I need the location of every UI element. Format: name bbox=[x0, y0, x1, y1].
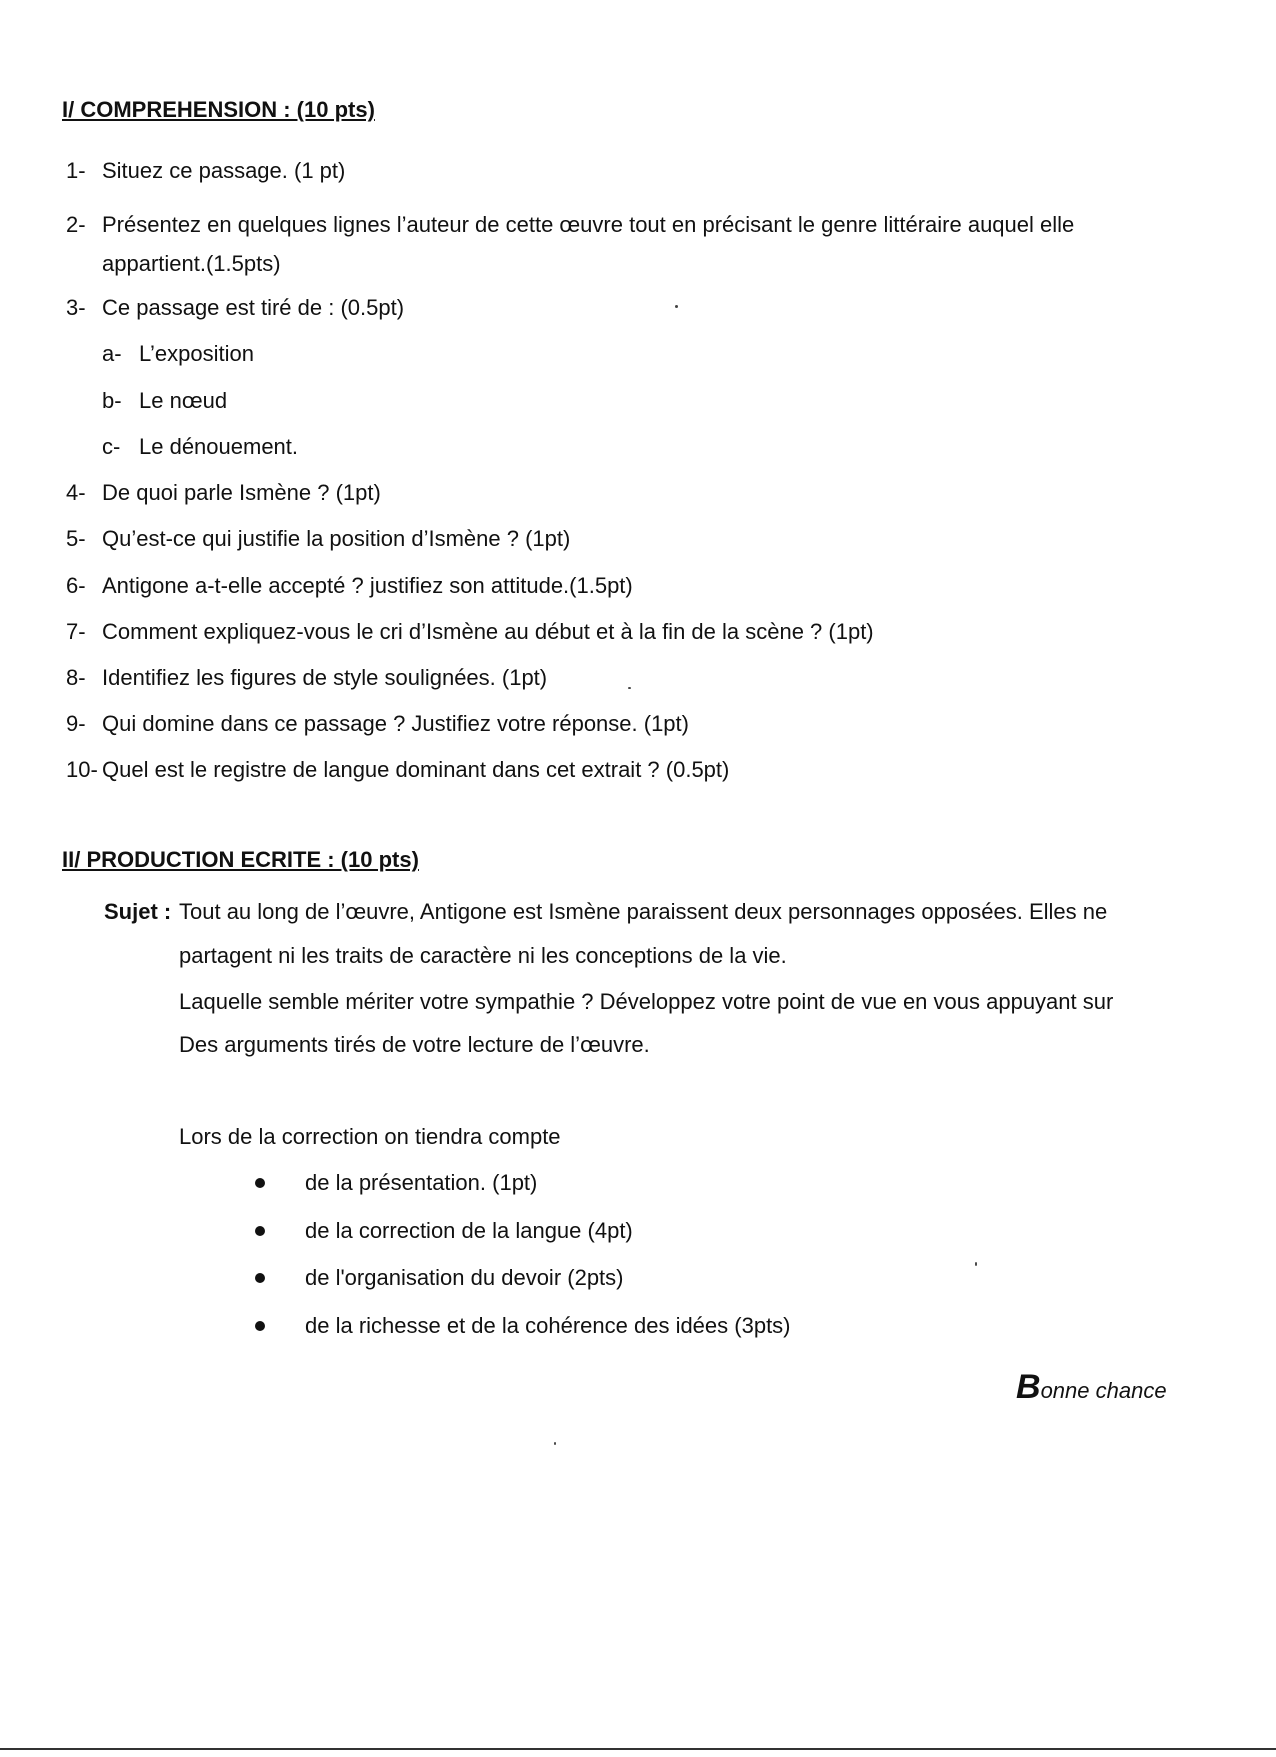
question-text: Présentez en quelques lignes l’auteur de cette œuvre tout en précisant le genre littéraire auquel elle bbox=[102, 212, 1075, 237]
section1-heading: I/ COMPREHENSION : (10 pts) bbox=[62, 97, 375, 122]
question-text: Antigone a-t-elle accepté ? justifiez son attitude.(1.5pt) bbox=[102, 573, 633, 598]
bullet bbox=[255, 1178, 265, 1188]
option-letter: b- bbox=[102, 388, 122, 413]
option-letter: a- bbox=[102, 341, 122, 366]
bullet bbox=[255, 1321, 265, 1331]
question-text-continuation: appartient.(1.5pts) bbox=[102, 251, 281, 276]
scan-speck bbox=[628, 687, 631, 689]
question-text: Comment expliquez-vous le cri d’Ismène au début et à la fin de la scène ? (1pt) bbox=[102, 619, 874, 644]
option-text: L’exposition bbox=[139, 341, 254, 366]
criteria-item: de la richesse et de la cohérence des idées (3pts) bbox=[305, 1313, 791, 1338]
section2-heading: II/ PRODUCTION ECRITE : (10 pts) bbox=[62, 847, 419, 872]
subject-line: Tout au long de l’œuvre, Antigone est Ismène paraissent deux personnages opposées. Elles ne bbox=[179, 899, 1108, 924]
criteria-item: de la présentation. (1pt) bbox=[305, 1170, 538, 1195]
question-number: 6- bbox=[66, 573, 86, 598]
subject-label: Sujet : bbox=[104, 899, 172, 924]
question-text: Identifiez les figures de style soulignées. (1pt) bbox=[102, 665, 548, 690]
question-text: Quel est le registre de langue dominant dans cet extrait ? (0.5pt) bbox=[102, 757, 730, 782]
scan-speck bbox=[975, 1262, 977, 1266]
criteria-intro: Lors de la correction on tiendra compte bbox=[179, 1124, 561, 1149]
subject-line: Des arguments tirés de votre lecture de l’œuvre. bbox=[179, 1032, 650, 1057]
question-text: Qu’est-ce qui justifie la position d’Ismène ? (1pt) bbox=[102, 526, 571, 551]
option-text: Le dénouement. bbox=[139, 434, 299, 459]
question-number: 8- bbox=[66, 665, 86, 690]
question-text: De quoi parle Ismène ? (1pt) bbox=[102, 480, 381, 505]
option-text: Le nœud bbox=[139, 388, 228, 413]
question-number: 5- bbox=[66, 526, 86, 551]
bullet bbox=[255, 1273, 265, 1283]
question-text: Ce passage est tiré de : (0.5pt) bbox=[102, 295, 405, 320]
closing-rest: onne chance bbox=[1040, 1378, 1167, 1403]
question-number: 7- bbox=[66, 619, 86, 644]
question-text: Situez ce passage. (1 pt) bbox=[102, 158, 346, 183]
closing-initial: B bbox=[1016, 1368, 1041, 1406]
question-number: 9- bbox=[66, 711, 86, 736]
question-number: 3- bbox=[66, 295, 86, 320]
criteria-item: de l'organisation du devoir (2pts) bbox=[305, 1265, 624, 1290]
scan-speck bbox=[675, 305, 678, 308]
closing-text bbox=[1016, 1368, 1167, 1407]
option-letter: c- bbox=[102, 434, 121, 459]
criteria-item: de la correction de la langue (4pt) bbox=[305, 1218, 633, 1243]
scan-speck bbox=[554, 1442, 556, 1445]
question-number: 1- bbox=[66, 158, 86, 183]
question-number: 4- bbox=[66, 480, 86, 505]
question-text: Qui domine dans ce passage ? Justifiez votre réponse. (1pt) bbox=[102, 711, 689, 736]
bullet bbox=[255, 1226, 265, 1236]
question-number: 10- bbox=[66, 757, 98, 782]
subject-line: Laquelle semble mériter votre sympathie ? Développez votre point de vue en vous appuyant sur bbox=[179, 989, 1114, 1014]
bottom-scan-line bbox=[0, 1748, 1276, 1750]
question-number: 2- bbox=[66, 212, 86, 237]
subject-line: partagent ni les traits de caractère ni les conceptions de la vie. bbox=[179, 943, 787, 968]
